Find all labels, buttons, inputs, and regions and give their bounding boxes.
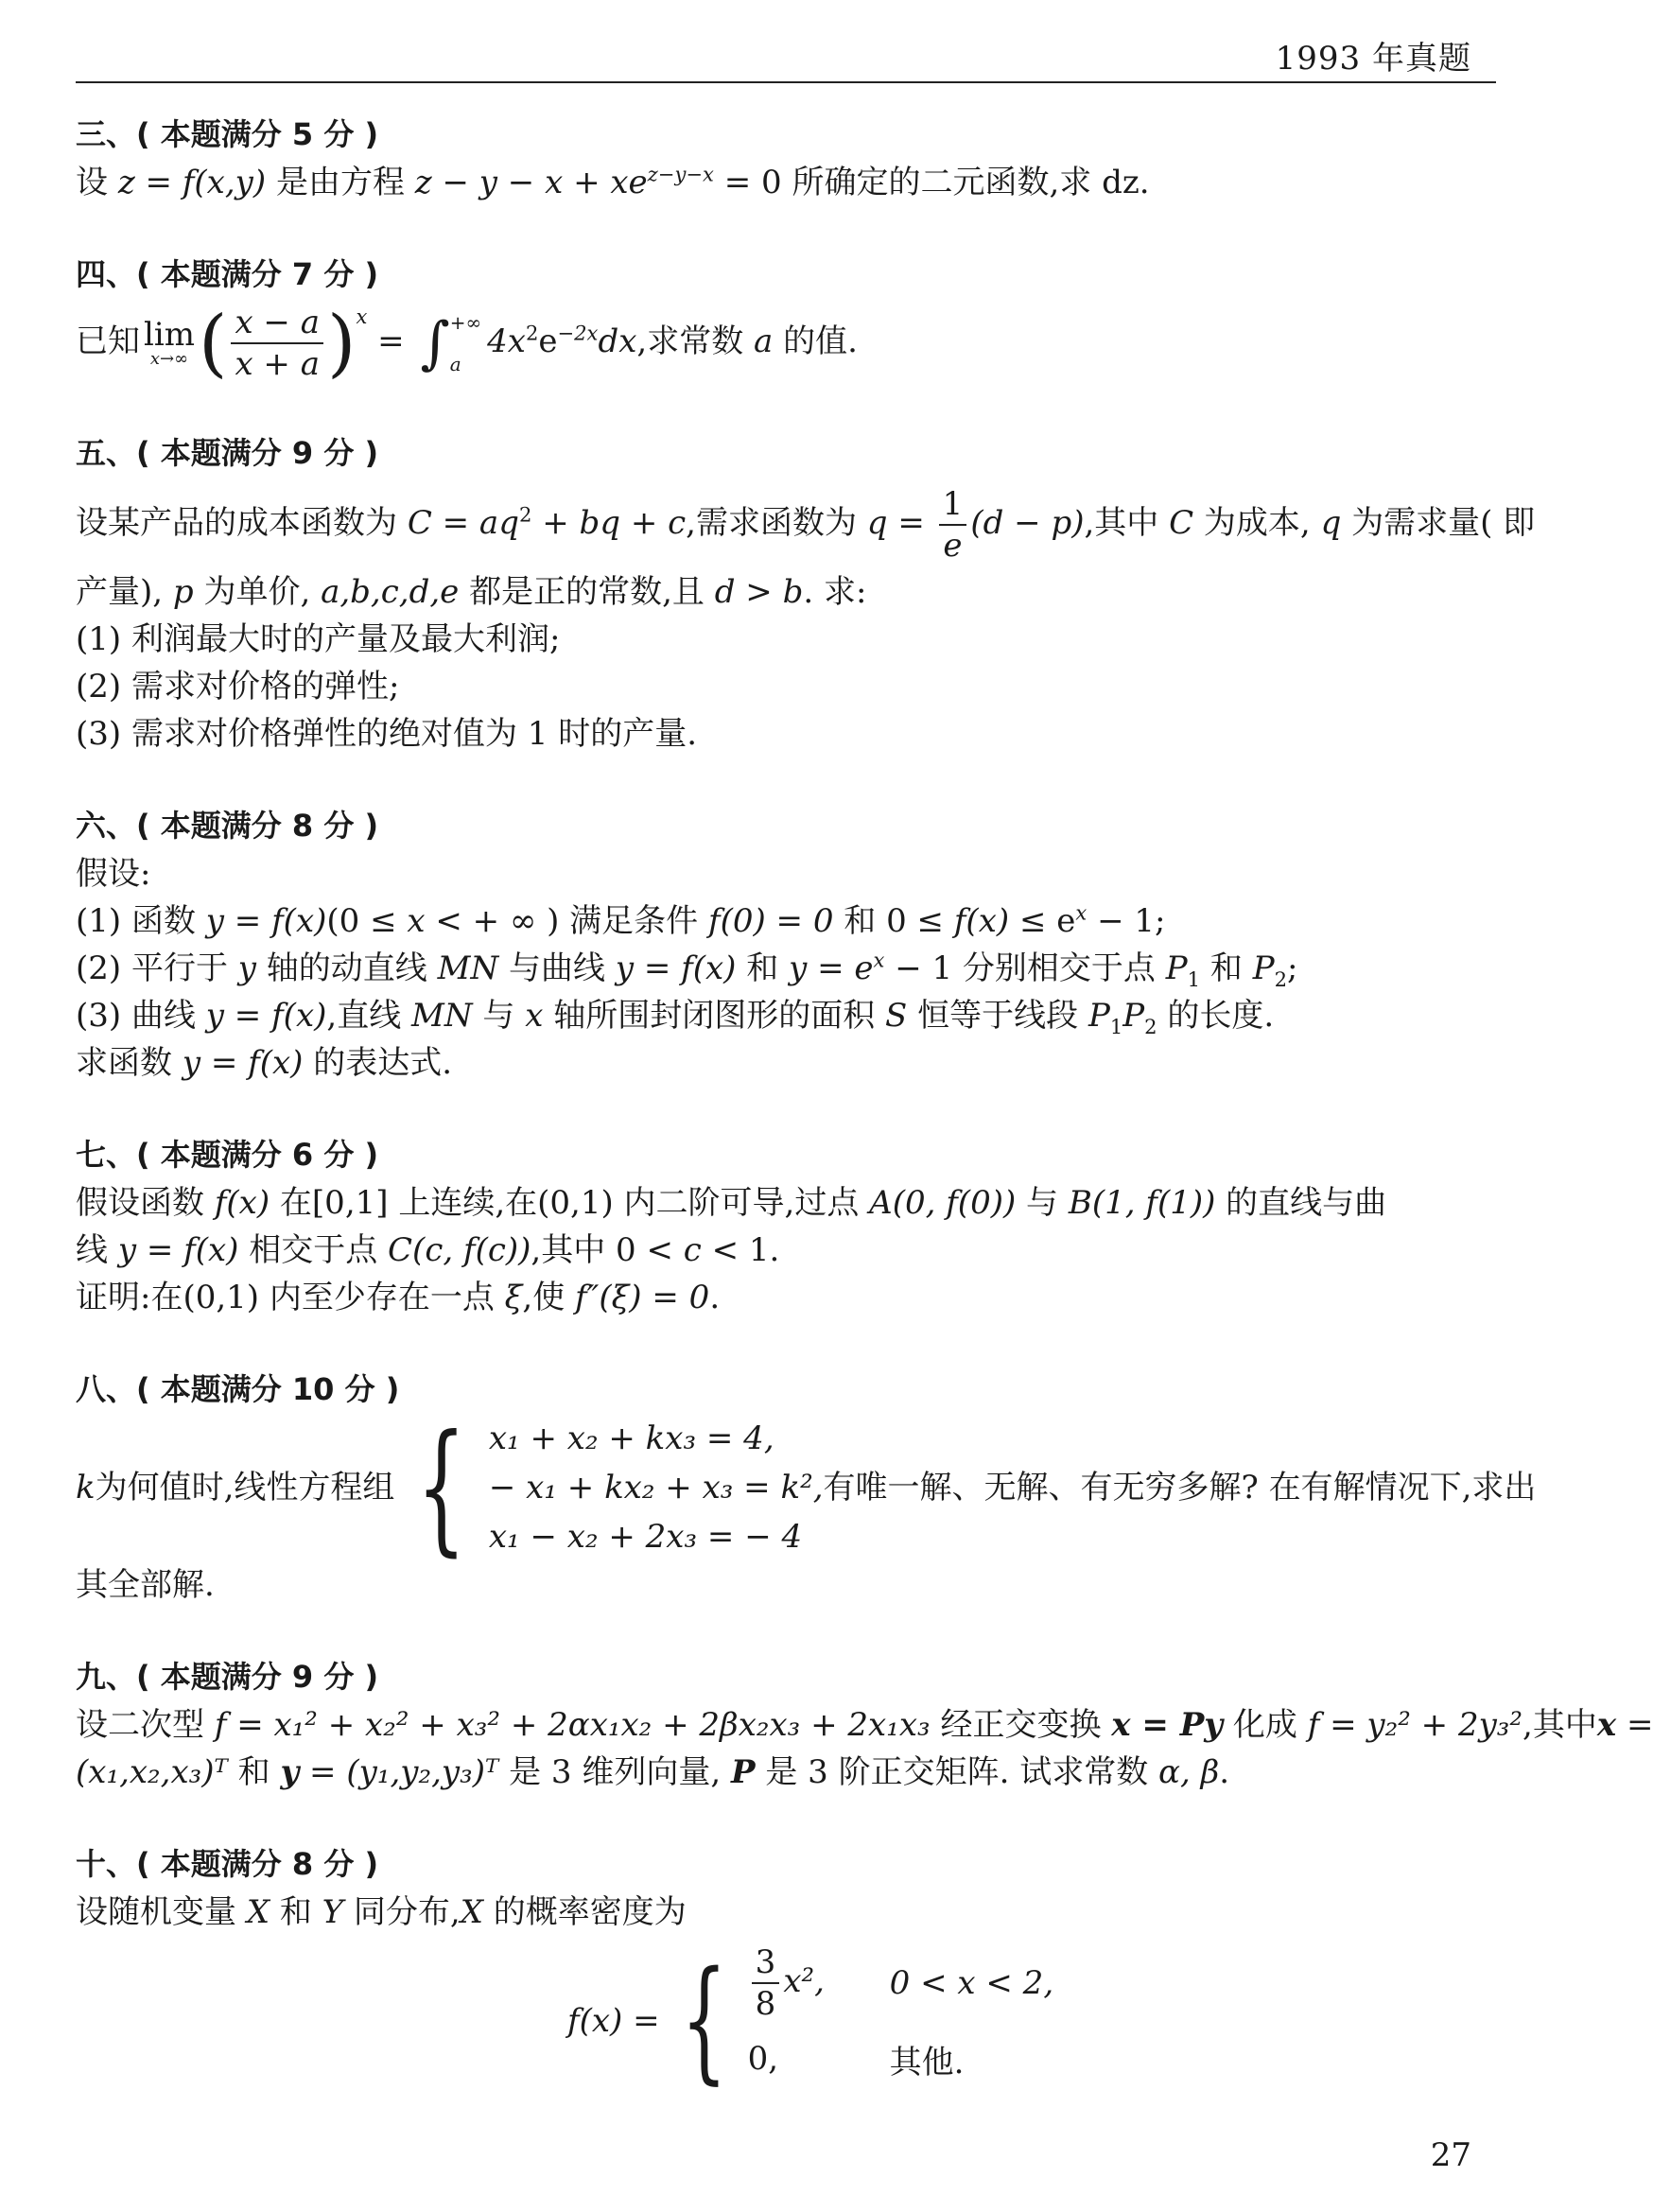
text: 设随机变量 bbox=[76, 1893, 247, 1931]
text: 假设函数 bbox=[76, 1184, 215, 1222]
math: p bbox=[172, 573, 194, 611]
math-superscript: 2 bbox=[518, 502, 532, 527]
text: . bbox=[709, 1279, 721, 1316]
problem-9-line-2 bbox=[76, 1749, 1494, 1796]
case-condition: 0 < x < 2, bbox=[889, 1964, 1054, 2002]
density-function bbox=[567, 1945, 1494, 2097]
problem-8-line-2: 其全部解. bbox=[76, 1566, 215, 1604]
math: (d − p) bbox=[970, 504, 1085, 542]
text: ,需求函数为 bbox=[686, 504, 867, 542]
left-brace: { bbox=[680, 1943, 727, 2098]
problem-7 bbox=[76, 1132, 1494, 1321]
math: f = y₂² + 2y₃² bbox=[1307, 1706, 1523, 1744]
math: z = f(x,y) bbox=[117, 164, 267, 201]
case-condition: 其他. bbox=[889, 2043, 965, 2081]
problem-6-intro: 假设: bbox=[76, 855, 151, 893]
right-paren: ) bbox=[327, 301, 357, 386]
math: S bbox=[885, 997, 908, 1035]
text: (1) 函数 bbox=[76, 902, 206, 940]
math-superscript: x bbox=[1075, 900, 1088, 925]
math: y = f(x) bbox=[615, 949, 737, 987]
text: 已知 bbox=[76, 322, 140, 360]
text: . 求: bbox=[803, 573, 867, 611]
math: A(0, f(0)) bbox=[869, 1184, 1017, 1222]
math: q bbox=[1320, 504, 1342, 542]
math: k bbox=[76, 1469, 96, 1507]
text: 的长度. bbox=[1157, 997, 1275, 1035]
math: y bbox=[237, 949, 256, 987]
equation-list bbox=[489, 1414, 824, 1561]
math: x bbox=[525, 997, 544, 1035]
piecewise-row-1 bbox=[748, 1945, 1053, 2021]
math: e bbox=[538, 322, 558, 360]
density-lhs: f(x) = bbox=[567, 2002, 660, 2040]
fraction bbox=[939, 484, 967, 566]
problem-8 bbox=[76, 1367, 1537, 1609]
problem-5-heading: 五、( 本题满分 9 分 ) bbox=[76, 435, 379, 471]
page-content bbox=[76, 112, 1653, 2142]
equals: = bbox=[367, 322, 415, 360]
math: C = aq bbox=[407, 504, 519, 542]
text: 和 0 ≤ bbox=[833, 902, 954, 940]
text: 是 3 维列向量, bbox=[498, 1753, 731, 1791]
upper-limit: +∞ bbox=[449, 311, 482, 334]
text: 化成 bbox=[1223, 1706, 1308, 1744]
text: . bbox=[1219, 1753, 1230, 1791]
problem-3-heading: 三、( 本题满分 5 分 ) bbox=[76, 116, 379, 152]
problem-4 bbox=[76, 252, 1494, 385]
problem-7-line-1 bbox=[76, 1179, 1494, 1227]
text: 的表达式. bbox=[303, 1044, 453, 1082]
text: 和 bbox=[270, 1893, 322, 1931]
text: ,其中 0 < bbox=[531, 1231, 684, 1269]
text: 的值. bbox=[773, 322, 858, 360]
math: B(1, f(1)) bbox=[1068, 1184, 1216, 1222]
math-subscript: 2 bbox=[1144, 1014, 1157, 1038]
fraction-numerator: 1 bbox=[939, 484, 967, 526]
math: x = Py bbox=[1111, 1706, 1224, 1744]
text: ≤ e bbox=[1009, 902, 1076, 940]
text: 产量), bbox=[76, 573, 173, 611]
page-number: 27 bbox=[1430, 2136, 1471, 2174]
problem-10 bbox=[76, 1841, 1494, 2097]
math: f(0) = 0 bbox=[708, 902, 834, 940]
problem-5-line-1 bbox=[76, 478, 1536, 568]
math: P bbox=[1252, 949, 1275, 987]
problem-10-heading: 十、( 本题满分 8 分 ) bbox=[76, 1846, 379, 1882]
math-superscript: −2x bbox=[557, 321, 599, 345]
text: 与 bbox=[1016, 1184, 1069, 1222]
math: f = x₁² + x₂² + x₃² + 2αx₁x₂ + 2βx₂x₃ + 2x₁x₃ bbox=[214, 1706, 931, 1744]
math: MN bbox=[411, 997, 473, 1035]
text: 在[0,1] 上连续,在(0,1) 内二阶可导,过点 bbox=[270, 1184, 870, 1222]
integral-limits bbox=[450, 302, 481, 385]
text: 的直线与曲 bbox=[1215, 1184, 1387, 1222]
math: f(x) bbox=[214, 1184, 270, 1222]
text: 为单价, bbox=[193, 573, 322, 611]
math: 4x bbox=[487, 322, 526, 360]
math-subscript: 1 bbox=[1109, 1014, 1123, 1038]
text: 轴所围封闭图形的面积 bbox=[543, 997, 886, 1035]
problem-4-statement bbox=[76, 299, 1494, 385]
math: x bbox=[1596, 1706, 1617, 1744]
text: ,其中 bbox=[1522, 1706, 1597, 1744]
problem-10-line-1 bbox=[76, 1889, 1494, 1936]
piecewise-row-2 bbox=[748, 2021, 1053, 2097]
text: 的概率密度为 bbox=[482, 1893, 687, 1931]
math-superscript: z−y−x bbox=[647, 162, 714, 186]
math: α, β bbox=[1158, 1753, 1220, 1791]
problem-7-line-3 bbox=[76, 1274, 1494, 1321]
linear-system-statement bbox=[76, 1405, 1537, 1570]
problem-6-item-3 bbox=[76, 992, 1494, 1039]
equation-2: − x₁ + kx₂ + x₃ = k², bbox=[488, 1469, 824, 1507]
text: < + ∞ ) 满足条件 bbox=[425, 902, 708, 940]
math: + bq + c bbox=[531, 504, 687, 542]
problem-5-item-3: (3) 需求对价格弹性的绝对值为 1 时的产量. bbox=[76, 715, 698, 753]
text: (0 ≤ bbox=[326, 902, 408, 940]
fraction-numerator: 3 bbox=[752, 1942, 780, 1984]
text: < 1. bbox=[701, 1231, 780, 1269]
text: 求函数 bbox=[76, 1044, 183, 1082]
math: C bbox=[1169, 504, 1194, 542]
problem-5-item-2: (2) 需求对价格的弹性; bbox=[76, 668, 400, 705]
text: 所确定的二元函数,求 dz. bbox=[781, 164, 1150, 201]
text: ,直线 bbox=[326, 997, 412, 1035]
text: ,求常数 bbox=[636, 322, 755, 360]
math: P bbox=[1122, 997, 1145, 1035]
math: f″(ξ) = 0 bbox=[575, 1279, 710, 1316]
text: 和 bbox=[227, 1753, 281, 1791]
problem-6-item-2 bbox=[76, 945, 1494, 992]
text: (3) 曲线 bbox=[76, 997, 206, 1035]
text: ,使 bbox=[522, 1279, 576, 1316]
running-head: 1993 年真题 bbox=[1275, 40, 1471, 78]
text: 线 bbox=[76, 1231, 118, 1269]
problem-5-item-1: (1) 利润最大时的产量及最大利润; bbox=[76, 620, 561, 658]
text: 和 bbox=[1200, 949, 1253, 987]
text: 是由方程 bbox=[266, 164, 415, 201]
text: 设 bbox=[76, 164, 118, 201]
math: f(x) bbox=[953, 902, 1010, 940]
fraction-numerator: x − a bbox=[231, 303, 323, 344]
text: 都是正的常数,且 bbox=[459, 573, 715, 611]
problem-3 bbox=[76, 112, 1494, 206]
left-paren: ( bbox=[199, 301, 228, 386]
problem-6-item-1 bbox=[76, 897, 1494, 945]
math: x bbox=[407, 902, 426, 940]
math: P bbox=[730, 1753, 756, 1791]
problem-6 bbox=[76, 803, 1494, 1087]
piecewise-cases bbox=[748, 1945, 1053, 2097]
problem-7-line-2 bbox=[76, 1227, 1494, 1274]
problem-5 bbox=[76, 430, 1536, 758]
math: y = e bbox=[789, 949, 874, 987]
integral-sign: ∫ bbox=[420, 310, 450, 376]
math-superscript: x bbox=[873, 948, 885, 972]
problem-7-heading: 七、( 本题满分 6 分 ) bbox=[76, 1137, 379, 1173]
equation-3: x₁ − x₂ + 2x₃ = − 4 bbox=[488, 1518, 803, 1556]
math: x², bbox=[783, 1962, 825, 2000]
text: ,其中 bbox=[1084, 504, 1170, 542]
math: y = f(x) bbox=[182, 1044, 304, 1082]
text: − 1 分别相交于点 bbox=[884, 949, 1166, 987]
math: P bbox=[1088, 997, 1110, 1035]
math: Y bbox=[322, 1893, 344, 1931]
math: q = bbox=[866, 504, 935, 542]
fraction bbox=[752, 1942, 780, 2024]
math-subscript: 2 bbox=[1274, 967, 1287, 991]
text: 证明:在(0,1) 内至少存在一点 bbox=[76, 1279, 505, 1316]
math: (y₁,y₂,y₃)ᵀ bbox=[346, 1753, 499, 1791]
text: 与曲线 bbox=[498, 949, 616, 987]
math: X bbox=[246, 1893, 270, 1931]
text: 有唯一解、无解、有无穷多解? 在有解情况下,求出 bbox=[823, 1469, 1537, 1507]
text: 设某产品的成本函数为 bbox=[76, 504, 408, 542]
header-rule bbox=[76, 81, 1496, 83]
case-expression: 0, bbox=[747, 2040, 779, 2078]
math: X bbox=[460, 1893, 483, 1931]
math: P bbox=[1165, 949, 1188, 987]
limit-operator bbox=[144, 316, 195, 369]
problem-6-heading: 六、( 本题满分 8 分 ) bbox=[76, 808, 379, 844]
equation-1: x₁ + x₂ + kx₃ = 4, bbox=[488, 1420, 774, 1457]
lim-subscript: x→∞ bbox=[149, 349, 189, 369]
problem-9 bbox=[76, 1654, 1653, 1796]
exponent: x bbox=[356, 305, 368, 328]
problem-4-heading: 四、( 本题满分 7 分 ) bbox=[76, 256, 379, 292]
math: (x₁,x₂,x₃)ᵀ bbox=[76, 1753, 228, 1791]
lim-word: lim bbox=[144, 316, 195, 354]
problem-3-statement bbox=[76, 159, 1494, 206]
text: 为何值时,线性方程组 bbox=[95, 1469, 395, 1507]
math: d > b bbox=[714, 573, 804, 611]
math: a bbox=[754, 322, 774, 360]
text: 经正交变换 bbox=[930, 1706, 1112, 1744]
text: ; bbox=[1287, 949, 1298, 987]
text: 与 bbox=[472, 997, 526, 1035]
text: 同分布, bbox=[343, 1893, 461, 1931]
text: 轴的动直线 bbox=[256, 949, 438, 987]
problem-8-heading: 八、( 本题满分 10 分 ) bbox=[76, 1371, 400, 1407]
text: (2) 平行于 bbox=[76, 949, 238, 987]
math-superscript: 2 bbox=[525, 321, 539, 345]
math: ξ bbox=[504, 1279, 523, 1316]
left-brace: { bbox=[416, 1405, 467, 1570]
fraction-denominator: 8 bbox=[755, 1985, 776, 2023]
fraction-denominator: e bbox=[943, 527, 963, 565]
fraction bbox=[231, 303, 323, 384]
case-expression bbox=[748, 1942, 852, 2024]
math: c bbox=[683, 1231, 702, 1269]
math: y bbox=[280, 1753, 300, 1791]
text: − 1; bbox=[1087, 902, 1166, 940]
problem-5-line-2 bbox=[76, 568, 1494, 616]
lower-limit: a bbox=[449, 353, 461, 375]
text: 和 bbox=[736, 949, 790, 987]
math: = 0 bbox=[713, 164, 782, 201]
fraction-denominator: x + a bbox=[235, 345, 320, 383]
text: 为需求量( 即 bbox=[1341, 504, 1536, 542]
problem-6-question bbox=[76, 1039, 1494, 1087]
text: = bbox=[299, 1753, 347, 1791]
text: 相交于点 bbox=[238, 1231, 389, 1269]
text: 恒等于线段 bbox=[907, 997, 1088, 1035]
math: y = f(x) bbox=[205, 902, 327, 940]
text: 是 3 阶正交矩阵. 试求常数 bbox=[755, 1753, 1159, 1791]
math: dx bbox=[598, 322, 637, 360]
math: C(c, f(c)) bbox=[388, 1231, 531, 1269]
math: MN bbox=[437, 949, 499, 987]
text: 设二次型 bbox=[76, 1706, 215, 1744]
math-subscript: 1 bbox=[1187, 967, 1201, 991]
math: z − y − x + xe bbox=[414, 164, 648, 201]
math: y = f(x) bbox=[117, 1231, 239, 1269]
text: 为成本, bbox=[1193, 504, 1321, 542]
text: = bbox=[1616, 1706, 1653, 1744]
problem-9-line-1 bbox=[76, 1701, 1653, 1749]
math: y = f(x) bbox=[205, 997, 327, 1035]
problem-9-heading: 九、( 本题满分 9 分 ) bbox=[76, 1659, 379, 1695]
math: a,b,c,d,e bbox=[321, 573, 460, 611]
